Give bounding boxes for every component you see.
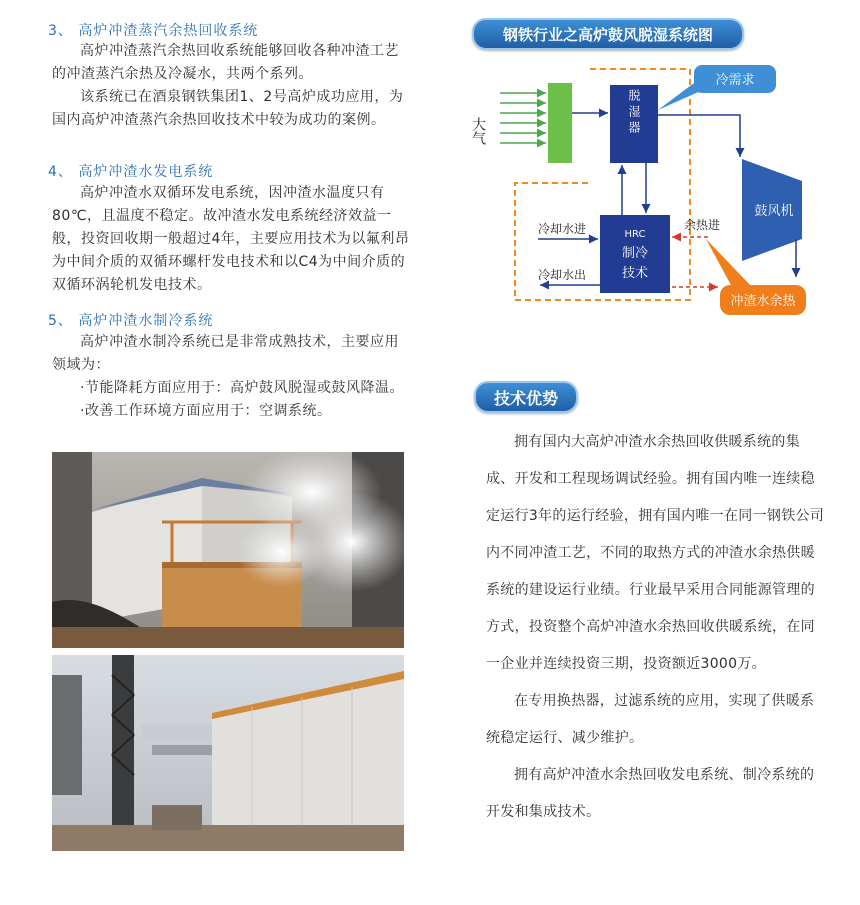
air-inflow-arrows xyxy=(500,93,546,143)
dehumidifier-label: 脱湿器 xyxy=(627,89,641,137)
hrc-label: HRC xyxy=(624,229,646,240)
section3-para-1: 高炉冲渣蒸汽余热回收系统能够回收各种冲渣工艺的冲渣蒸汽余热及冷凝水，共两个系列。 xyxy=(52,43,399,82)
cold-demand-label: 冷需求 xyxy=(715,73,755,88)
blower-label: 鼓风机 xyxy=(754,204,794,219)
photo-building-exterior xyxy=(52,655,404,851)
advantages-badge xyxy=(474,381,578,413)
diagram-title-badge xyxy=(472,18,744,50)
advantages-body xyxy=(486,424,826,831)
section5-para-1: 高炉冲渣水制冷系统已是非常成熟技术，主要应用领域为： xyxy=(52,334,399,373)
advantages-para-1: 拥有国内大高炉冲渣水余热回收供暖系统的集成、开发和工程现场调试经验。拥有国内唯一连续稳定运行3年的运行经验，拥有国内唯一在同一钢铁公司内不同冲渣工艺，不同的取热方式的冲渣水余热供暖系统的建设运行业绩。行业最早采用合同能源管理的方式，投资整个高炉冲渣水余热回收供暖系统，在同一企业并连续投资三期，投资额近3000万。 xyxy=(486,434,825,672)
hrc-sub2-label: 技术 xyxy=(621,266,649,281)
cooling-in-label: 冷却水进 xyxy=(538,222,587,236)
hrc-sub1-label: 制冷 xyxy=(621,246,649,261)
section3-para-2: 该系统已在酒泉钢铁集团1、2号高炉成功应用，为国内高炉冲渣蒸汽余热回收技术中较为成功的案例。 xyxy=(52,89,404,128)
air-label: 大气 xyxy=(470,117,486,145)
slag-heat-label: 冲渣水余热 xyxy=(730,294,796,309)
heat-in-label: 余热进 xyxy=(684,218,721,232)
advantages-title: 技术优势 xyxy=(493,388,558,408)
section5-title: 5、 高炉冲渣水制冷系统 xyxy=(48,313,214,329)
diagram-title: 钢铁行业之高炉鼓风脱湿系统图 xyxy=(502,25,713,44)
section4-para-1: 高炉冲渣水双循环发电系统，因冲渣水温度只有80℃，且温度不稳定。故冲渣水发电系统经济效益一般，投资回收期一般超过4年，主要应用技术为以氟利昂为中间介质的双循环螺杆发电技术和以C4为中间介质的双循环涡轮机发电技术。 xyxy=(52,185,410,293)
section5-para-2: ·节能降耗方面应用于：高炉鼓风脱湿或鼓风降温。 xyxy=(80,380,404,396)
section3-body xyxy=(52,40,412,132)
section3-title: 3、 高炉冲渣蒸汽余热回收系统 xyxy=(48,23,259,39)
advantages-para-2: 在专用换热器，过滤系统的应用，实现了供暖系统稳定运行、减少维护。 xyxy=(486,693,815,746)
section4-body xyxy=(52,182,412,297)
dehumidification-diagram xyxy=(470,55,820,330)
air-filter xyxy=(548,83,572,163)
section5-body xyxy=(52,331,412,423)
section4-title: 4、 高炉冲渣水发电系统 xyxy=(48,164,214,180)
section5-para-3: ·改善工作环境方面应用于：空调系统。 xyxy=(80,403,332,419)
cooling-out-label: 冷却水出 xyxy=(538,268,587,282)
advantages-para-3: 拥有高炉冲渣水余热回收发电系统、制冷系统的开发和集成技术。 xyxy=(486,767,815,820)
photo-steam-plant xyxy=(52,452,404,648)
